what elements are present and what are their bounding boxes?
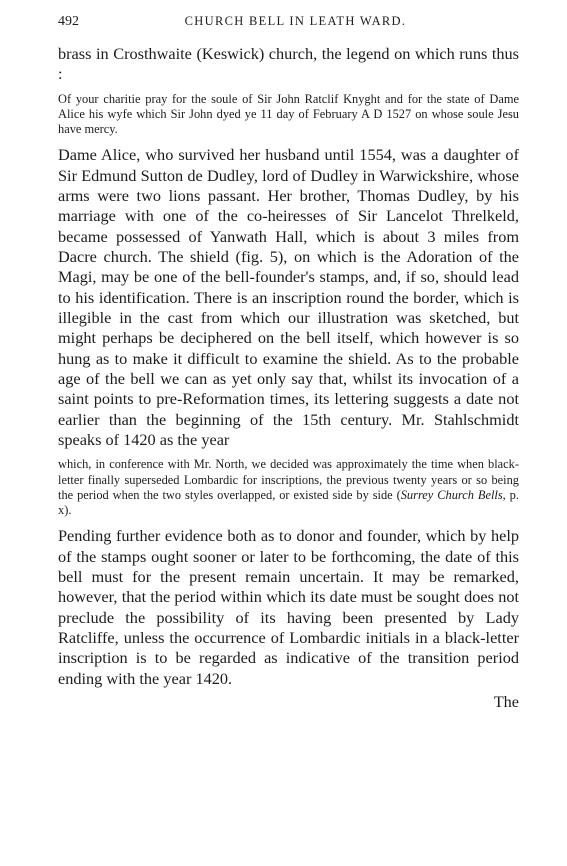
stahlschmidt-quote [58,457,519,518]
paragraph-1: brass in Crosthwaite (Keswick) church, the legend on which runs thus : [58,44,519,84]
citation-title: Surrey Church Bells [400,487,503,502]
inscription-quote: Of your charitie pray for the soule of Sir John Ratclif Knyght and for the state of Dame Alice his wyfe which Sir John dyed ye 11 day of February A D 1527 on whose soule Jesu have mercy. [58,91,519,137]
catchword: The [493,692,519,712]
paragraph-3: Pending further evidence both as to donor and founder, which by help of the stamps ought sooner or later to be forthcoming, the date of this bell must for the present remain uncertain. It may be remarked, however, that the period within which its date must be sought does not preclude the possibility of its having been presented by Lady Ratcliffe, unless the occurrence of Lombardic initials in a black-letter inscription is to be regarded as indicative of the transition period ending with the year 1420. [58,526,519,688]
page-number: 492 [58,14,79,29]
paragraph-2: Dame Alice, who survived her husband until 1554, was a daughter of Sir Edmund Sutton de Dudley, lord of Dudley in Warwickshire, whose arms were two lions passant. Her brother, Thomas Dudley, by his marriage with one of the co-heiresses of Sir Lancelot Threlkeld, became possessed of Yanwath Hall, which is about 3 miles from Dacre church. The shield (fig. 5), on which is the Adoration of the Magi, may be one of the bell-founder's stamps, and, if so, should lead to his identification. There is an inscription round the border, which is illegible in the cast from which our illustration was sketched, but might perhaps be deciphered on the bell itself, which however is so hung as to make it difficult to examine the shield. As to the probable age of the bell we can as yet only say that, whilst its invocation of a saint points to pre-Reformation times, its lettering suggests a date not earlier than the beginning of the 15th century. Mr. Stahlschmidt speaks of 1420 as the year [58,145,519,450]
citation-end: , p. x). [58,487,519,518]
quote-text: which, in conference with Mr. North, we decided was approximately the time when black-letter finally superseded Lombardic for inscriptions, the previous twenty years or so being the period when the two styles overlapped, or existed side by side ( [58,457,519,502]
page-body [58,44,519,689]
page-header [58,14,519,38]
running-head: CHURCH BELL IN LEATH WARD. [184,14,407,28]
